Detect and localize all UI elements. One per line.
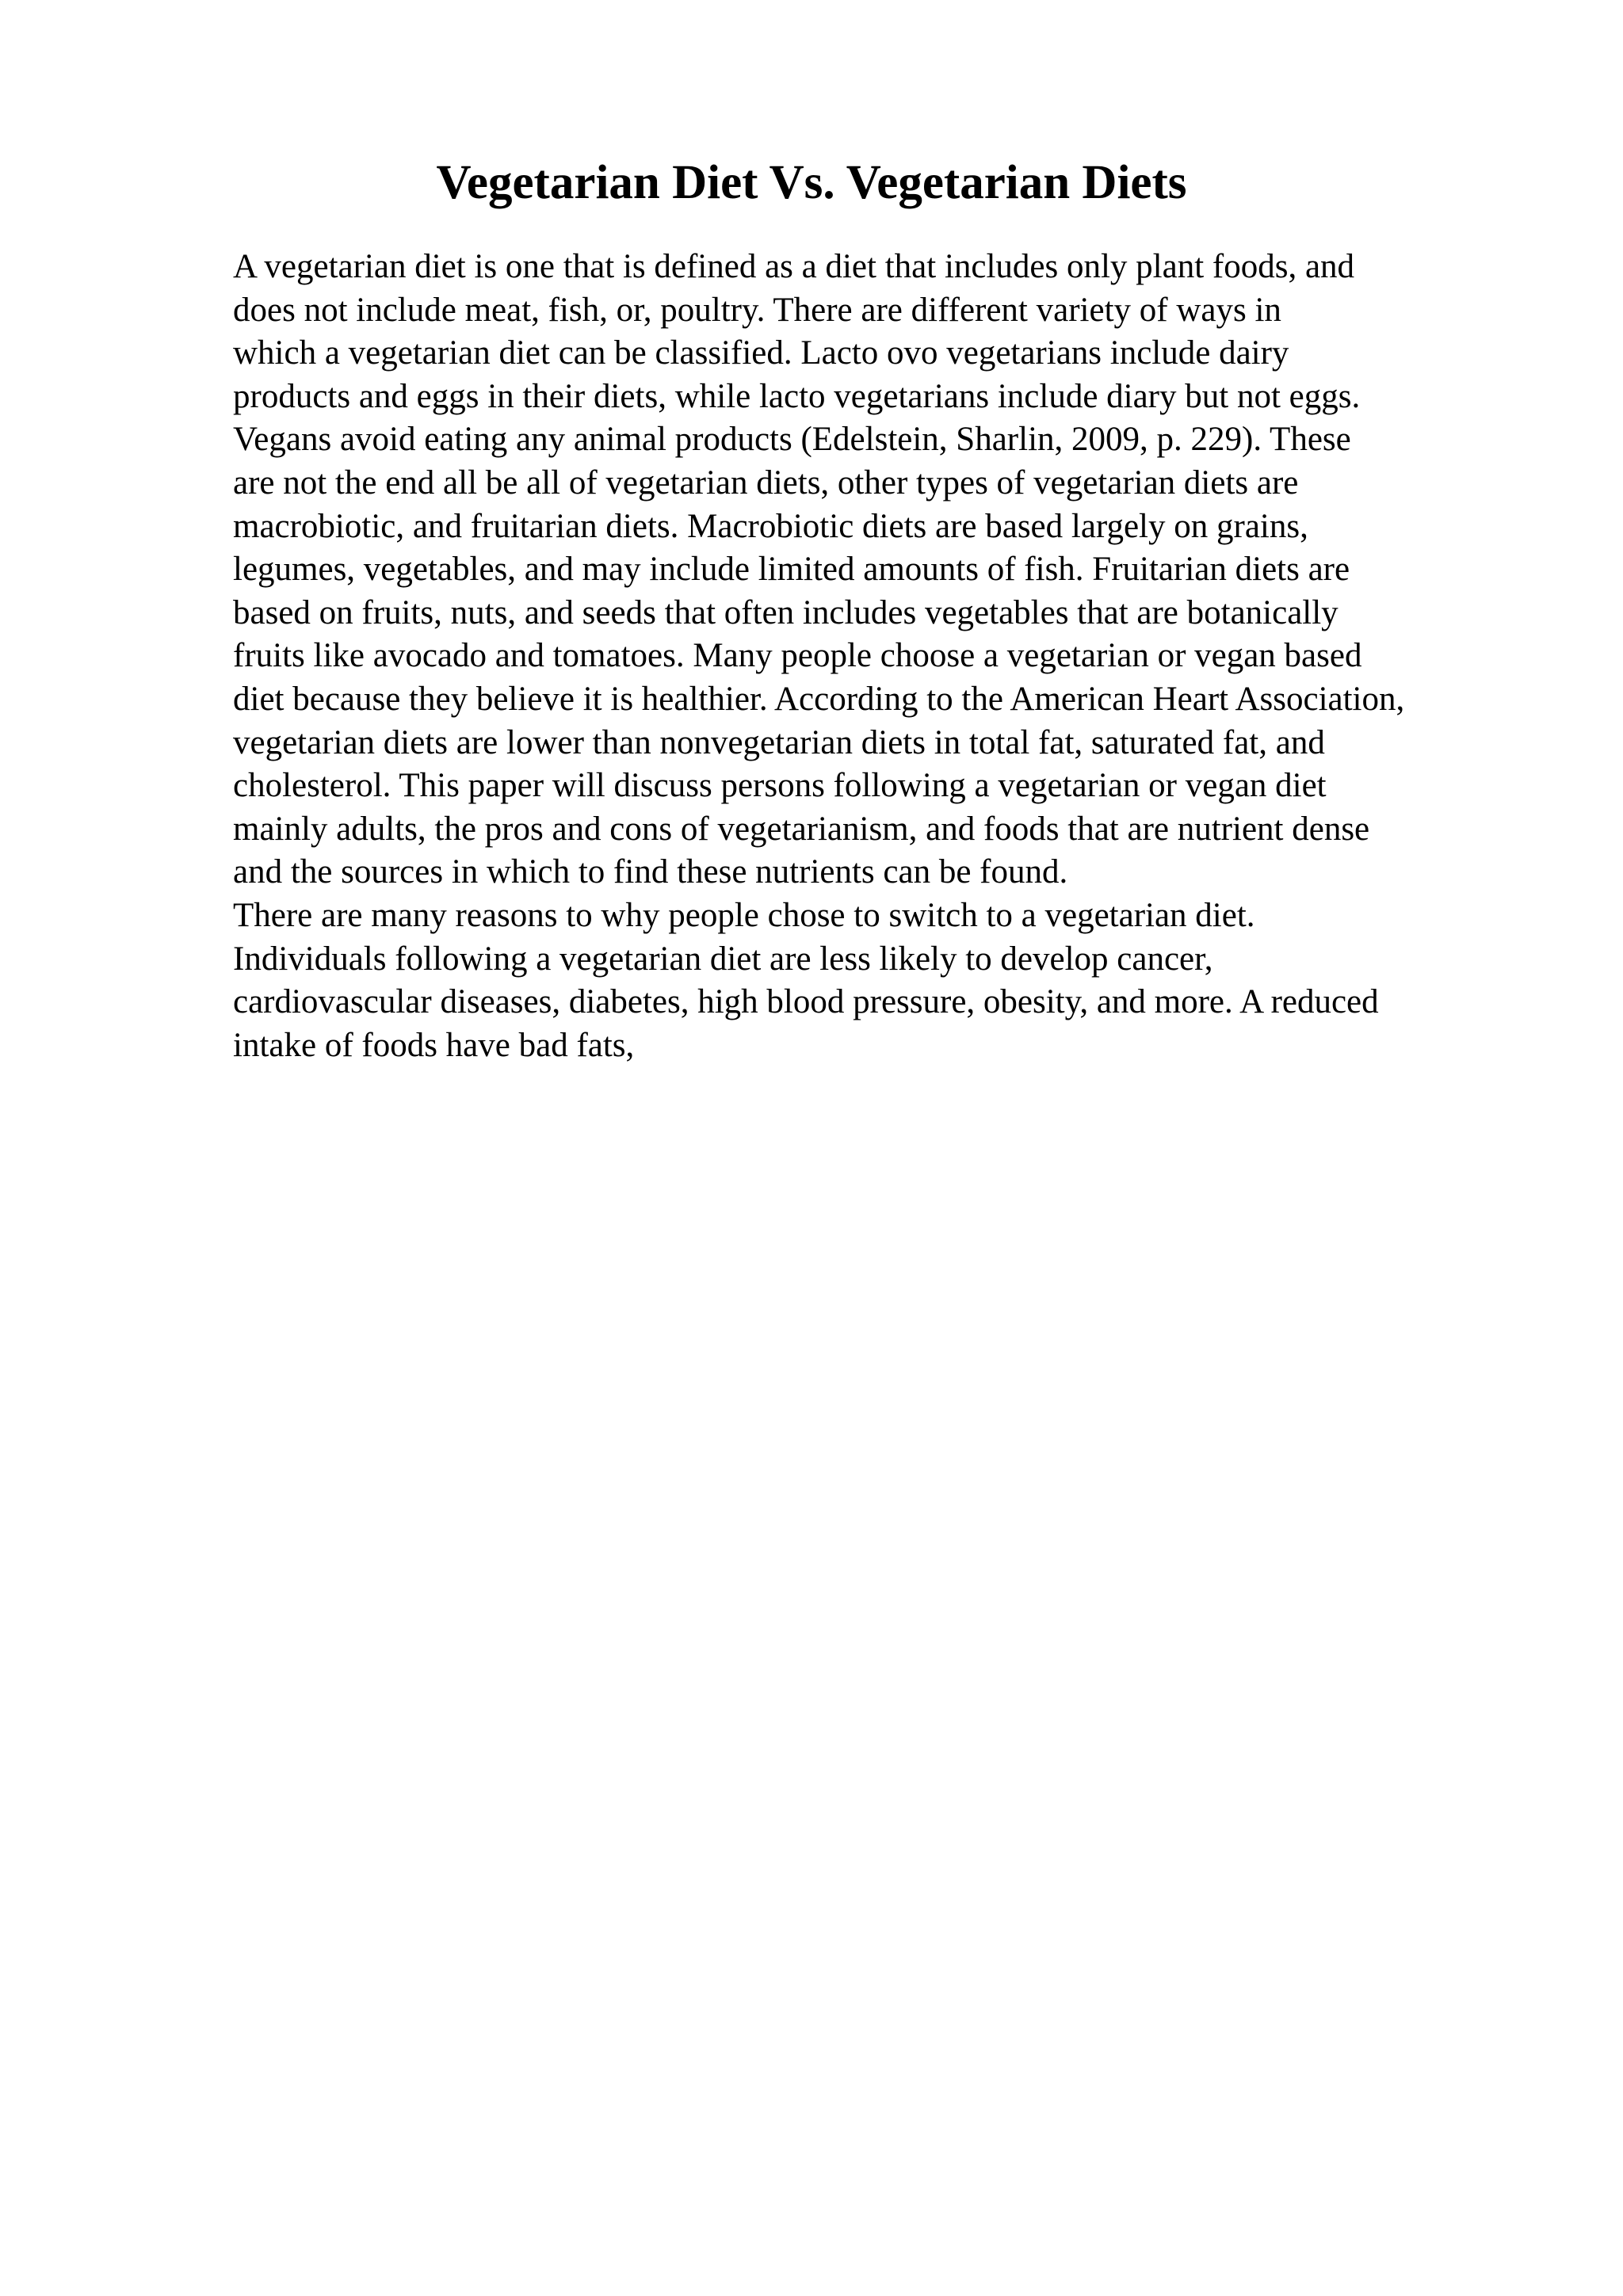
text-line: cardiovascular diseases, diabetes, high blood pressure, obesity, and more. A reduced [233, 983, 1379, 1021]
text-line: are not the end all be all of vegetarian diets, other types of vegetarian diets are [233, 463, 1299, 502]
text-line: diet because they believe it is healthier. According to the American Heart Association, [233, 680, 1405, 718]
document-title: Vegetarian Diet Vs. Vegetarian Diets [436, 156, 1187, 209]
text-line: macrobiotic, and fruitarian diets. Macrobiotic diets are based largely on grains, [233, 507, 1308, 545]
text-line: and the sources in which to find these nutrients can be found. [233, 853, 1068, 891]
text-line: based on fruits, nuts, and seeds that often includes vegetables that are botanically [233, 593, 1338, 631]
text-line: Vegans avoid eating any animal products (Edelstein, Sharlin, 2009, p. 229). These [233, 421, 1351, 459]
text-line: which a vegetarian diet can be classified. Lacto ovo vegetarians include dairy [233, 334, 1289, 372]
text-line: vegetarian diets are lower than nonvegetarian diets in total fat, saturated fat, and [233, 723, 1325, 761]
text-line: There are many reasons to why people chose to switch to a vegetarian diet. [233, 896, 1255, 934]
text-line: legumes, vegetables, and may include limited amounts of fish. Fruitarian diets are [233, 551, 1350, 589]
text-line: cholesterol. This paper will discuss persons following a vegetarian or vegan diet [233, 767, 1327, 805]
text-line: does not include meat, fish, or, poultry. There are different variety of ways in [233, 291, 1281, 329]
document-body [233, 246, 1612, 1067]
text-line: A vegetarian diet is one that is defined as a diet that includes only plant foods, and [233, 248, 1355, 285]
text-line: intake of foods have bad fats, [233, 1026, 635, 1064]
text-line: products and eggs in their diets, while lacto vegetarians include diary but not eggs. [233, 377, 1361, 415]
text-line: fruits like avocado and tomatoes. Many people choose a vegetarian or vegan based [233, 637, 1362, 675]
text-line: Individuals following a vegetarian diet are less likely to develop cancer, [233, 940, 1213, 978]
text-line: mainly adults, the pros and cons of vegetarianism, and foods that are nutrient dense [233, 810, 1370, 848]
